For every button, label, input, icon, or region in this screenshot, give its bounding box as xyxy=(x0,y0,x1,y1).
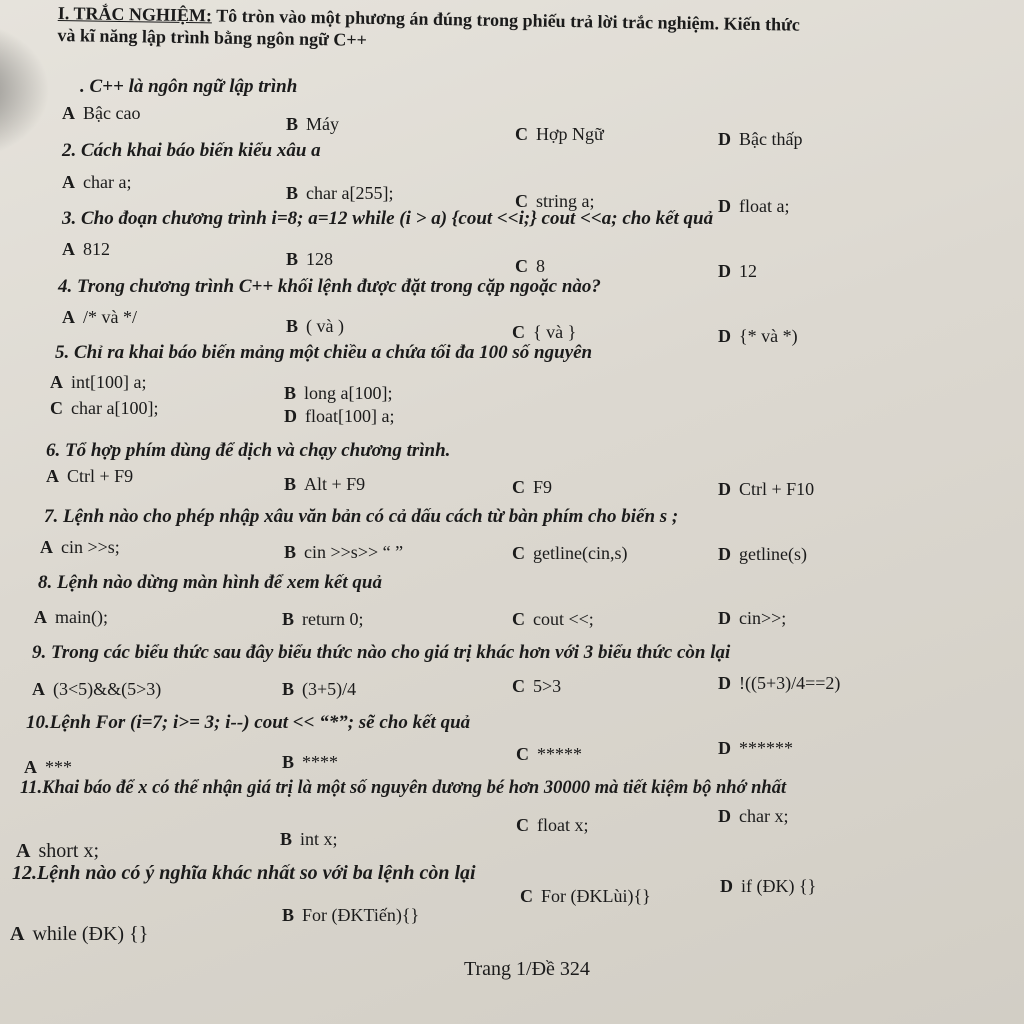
option-text: Trong các biểu thức sau đây biểu thức nào cho giá trị khác hơn với 3 biểu thức còn lại xyxy=(51,642,731,663)
option-1d xyxy=(718,129,802,150)
option-text: float a; xyxy=(739,196,790,216)
option-letter: B xyxy=(286,114,299,134)
option-letter: D xyxy=(718,673,731,693)
option-12c xyxy=(520,886,651,907)
option-letter: D xyxy=(718,196,731,216)
option-letter: C xyxy=(516,744,529,764)
option-letter: C xyxy=(512,322,525,342)
option-text: cin >>s; xyxy=(61,537,120,557)
option-letter: C xyxy=(512,477,525,497)
option-text: For (ĐKTiến){} xyxy=(302,905,420,925)
option-text: int x; xyxy=(300,829,338,849)
option-3a xyxy=(62,239,110,260)
option-7c xyxy=(512,543,627,564)
option-4a xyxy=(62,307,137,328)
option-12d xyxy=(720,876,816,897)
question-2 xyxy=(62,140,321,162)
option-text: Máy xyxy=(306,114,340,134)
option-text: 2. xyxy=(62,140,77,161)
question-7 xyxy=(44,506,678,528)
option-5a xyxy=(50,372,146,393)
option-letter: C xyxy=(515,124,528,144)
option-letter: D xyxy=(718,738,731,758)
option-letter: B xyxy=(286,183,299,203)
option-text: 4. xyxy=(58,276,73,297)
option-text: 11. xyxy=(20,778,43,798)
option-letter: D xyxy=(718,806,731,826)
option-text: Bậc cao xyxy=(83,103,141,123)
question-9 xyxy=(32,642,730,664)
option-10d xyxy=(718,738,793,759)
option-text: 8 xyxy=(536,256,545,276)
option-letter: B xyxy=(282,752,295,772)
question-10 xyxy=(26,712,470,734)
option-1c xyxy=(515,124,604,145)
option-text: short x; xyxy=(38,840,100,862)
option-text: Tổ hợp phím dùng để dịch và chạy chương trình. xyxy=(65,440,451,461)
option-text: Cho đoạn chương trình i=8; a=12 while (i > a) {cout <<i;} cout <<a; cho kết quả xyxy=(81,208,714,229)
option-text: 9. xyxy=(32,642,47,663)
option-11a xyxy=(16,840,99,863)
option-text: C++ là ngôn ngữ lập trình xyxy=(89,76,298,97)
option-4c xyxy=(512,322,576,343)
option-text: Trong chương trình C++ khối lệnh được đặt trong cặp ngoặc nào? xyxy=(77,276,601,297)
option-text: 8. xyxy=(38,572,53,593)
option-text: {* và *) xyxy=(739,326,798,346)
option-text: return 0; xyxy=(302,609,364,629)
question-8 xyxy=(38,572,382,594)
option-7a xyxy=(40,537,120,558)
option-letter: A xyxy=(62,172,75,192)
option-12b xyxy=(282,905,419,926)
option-text: Bậc thấp xyxy=(739,129,803,149)
option-2d xyxy=(718,196,789,217)
option-11b xyxy=(280,829,338,850)
option-5b xyxy=(284,383,393,404)
option-text: (3<5)&&(5>3) xyxy=(53,679,162,699)
option-letter: C xyxy=(512,609,525,629)
option-text: int[100] a; xyxy=(71,372,147,392)
option-text: cin>>; xyxy=(739,608,787,628)
option-text: float[100] a; xyxy=(305,406,395,426)
option-4d xyxy=(718,326,798,347)
question-3 xyxy=(62,208,713,230)
option-text: Hợp Ngữ xyxy=(536,124,604,144)
option-text: Ctrl + F9 xyxy=(67,466,134,486)
option-letter: B xyxy=(286,249,299,269)
option-10c xyxy=(516,744,582,765)
option-1a xyxy=(62,103,140,124)
option-letter: B xyxy=(284,474,297,494)
option-text: 5. xyxy=(55,342,70,363)
option-9c xyxy=(512,676,561,697)
option-letter: B xyxy=(280,829,293,849)
option-8d xyxy=(718,608,786,629)
option-text: 812 xyxy=(83,239,110,259)
option-text: char a[100]; xyxy=(71,398,159,418)
option-text: /* và */ xyxy=(83,307,137,327)
option-7d xyxy=(718,544,807,565)
option-2a xyxy=(62,172,131,193)
option-letter: B xyxy=(282,609,295,629)
option-text: 12 xyxy=(739,261,757,281)
section-title: I. TRẮC NGHIỆM: xyxy=(57,2,213,26)
option-text: 6. xyxy=(46,440,61,461)
question-1 xyxy=(80,76,297,98)
option-9d xyxy=(718,673,840,694)
option-8c xyxy=(512,609,594,630)
option-text: cin >>s>> “ ” xyxy=(304,542,404,562)
option-text: 10. xyxy=(26,712,50,733)
option-text: Khai báo để x có thể nhận giá trị là một số nguyên dương bé hơn 30000 mà tiết kiệm bộ nhớ nhất xyxy=(42,778,787,798)
option-2b xyxy=(286,183,393,204)
option-9b xyxy=(282,679,356,700)
option-text: F9 xyxy=(533,477,553,497)
option-text: Alt + F9 xyxy=(304,474,366,494)
option-text: cout <<; xyxy=(533,609,594,629)
option-text: **** xyxy=(302,752,339,772)
option-text: 128 xyxy=(306,249,334,269)
option-letter: A xyxy=(34,607,47,627)
option-text: 7. xyxy=(44,506,59,527)
option-7b xyxy=(284,542,403,563)
option-text: (3+5)/4 xyxy=(302,679,357,699)
option-text: Cách khai báo biến kiểu xâu a xyxy=(81,140,321,161)
exam-header xyxy=(57,2,998,61)
option-letter: B xyxy=(284,383,297,403)
option-letter: C xyxy=(515,256,528,276)
option-text: Ctrl + F10 xyxy=(739,479,815,499)
option-letter: A xyxy=(32,679,45,699)
option-text: char a[255]; xyxy=(306,183,394,203)
question-6 xyxy=(46,440,450,462)
option-text: getline(cin,s) xyxy=(533,543,628,563)
option-letter: D xyxy=(718,608,731,628)
option-letter: D xyxy=(718,261,731,281)
question-12 xyxy=(12,862,476,885)
option-8a xyxy=(34,607,108,628)
option-text: ****** xyxy=(739,738,793,758)
option-text: Lệnh For (i=7; i>= 3; i--) cout << “*”; sẽ cho kết quả xyxy=(49,712,471,733)
option-letter: A xyxy=(24,757,37,777)
option-10b xyxy=(282,752,338,773)
option-6a xyxy=(46,466,133,487)
question-5 xyxy=(55,342,592,364)
option-text: if (ĐK) {} xyxy=(741,876,817,896)
option-text: float x; xyxy=(537,815,589,835)
option-text: char x; xyxy=(739,806,789,826)
question-11 xyxy=(20,778,786,799)
option-text: getline(s) xyxy=(739,544,807,564)
option-letter: A xyxy=(10,923,25,945)
shadow xyxy=(0,20,50,160)
option-text: long a[100]; xyxy=(304,383,393,403)
option-8b xyxy=(282,609,364,630)
option-text: For (ĐKLùi){} xyxy=(541,886,651,906)
option-text: Lệnh nào có ý nghĩa khác nhất so với ba lệnh còn lại xyxy=(37,862,476,884)
option-letter: C xyxy=(512,676,525,696)
page-footer: Trang 1/Đề 324 xyxy=(464,958,590,980)
option-4b xyxy=(286,316,344,337)
option-text: while (ĐK) {} xyxy=(32,923,149,945)
option-11d xyxy=(718,806,788,827)
option-text: *** xyxy=(45,757,72,777)
option-letter: C xyxy=(516,815,529,835)
option-letter: B xyxy=(282,679,295,699)
option-6c xyxy=(512,477,552,498)
option-text: . xyxy=(80,76,85,97)
option-11c xyxy=(516,815,589,836)
option-letter: D xyxy=(284,406,297,426)
option-letter: D xyxy=(720,876,733,896)
option-text: Lệnh nào cho phép nhập xâu văn bản có cả dấu cách từ bàn phím cho biến s ; xyxy=(63,506,679,527)
option-text: ***** xyxy=(537,744,582,764)
option-letter: A xyxy=(62,307,75,327)
option-letter: D xyxy=(718,129,731,149)
option-text: !((5+3)/4==2) xyxy=(739,673,841,693)
option-letter: A xyxy=(62,239,75,259)
option-3b xyxy=(286,249,333,270)
option-1b xyxy=(286,114,339,135)
option-letter: A xyxy=(50,372,63,392)
option-6b xyxy=(284,474,365,495)
option-text: { và } xyxy=(533,322,577,342)
option-letter: B xyxy=(286,316,299,336)
option-letter: B xyxy=(282,905,295,925)
option-text: 5>3 xyxy=(533,676,562,696)
header-line-1: Tô tròn vào một phương án đúng trong phiếu trả lời trắc nghiệm. Kiến thức xyxy=(216,5,801,35)
option-letter: A xyxy=(40,537,53,557)
option-text: Lệnh nào dừng màn hình để xem kết quả xyxy=(57,572,382,593)
option-6d xyxy=(718,479,814,500)
option-letter: A xyxy=(16,840,31,862)
option-text: Chỉ ra khai báo biến mảng một chiều a chứa tối đa 100 số nguyên xyxy=(74,342,593,363)
option-9a xyxy=(32,679,161,700)
option-letter: D xyxy=(718,326,731,346)
option-12a xyxy=(10,923,148,946)
question-4 xyxy=(58,276,601,298)
option-text: ( và ) xyxy=(306,316,344,336)
option-text: 3. xyxy=(62,208,77,229)
header-line-2: và kĩ năng lập trình bằng ngôn ngữ C++ xyxy=(57,24,368,50)
option-letter: C xyxy=(515,191,528,211)
option-letter: D xyxy=(718,479,731,499)
option-text: main(); xyxy=(55,607,108,627)
option-text: 12. xyxy=(12,862,37,884)
option-letter: C xyxy=(520,886,533,906)
option-letter: C xyxy=(50,398,63,418)
option-5d xyxy=(284,406,394,427)
option-letter: B xyxy=(284,542,297,562)
option-text: string a; xyxy=(536,191,595,211)
option-letter: C xyxy=(512,543,525,563)
option-letter: A xyxy=(46,466,59,486)
option-text: char a; xyxy=(83,172,132,192)
option-letter: D xyxy=(718,544,731,564)
option-5c xyxy=(50,398,158,419)
option-10a xyxy=(24,757,72,778)
option-3c xyxy=(515,256,545,277)
option-letter: A xyxy=(62,103,75,123)
option-3d xyxy=(718,261,757,282)
